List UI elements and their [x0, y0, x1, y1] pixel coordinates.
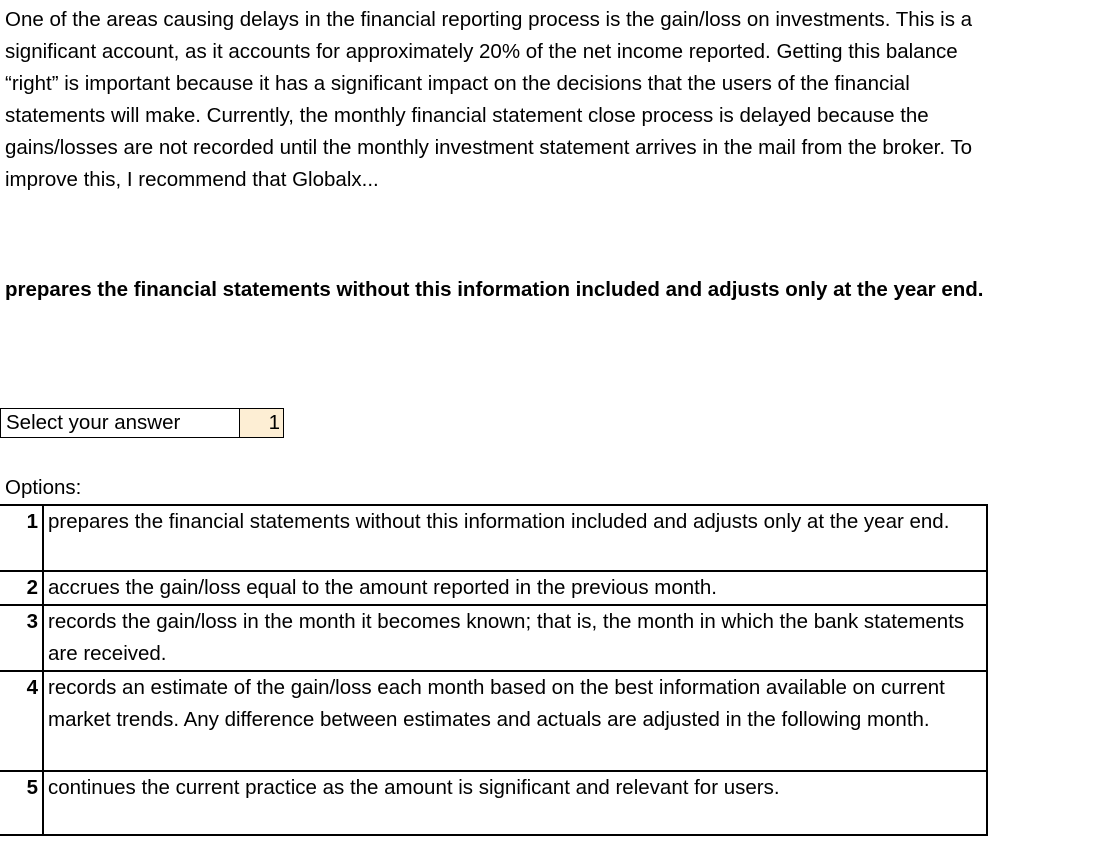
option-row — [0, 571, 987, 605]
option-number: 2 — [0, 571, 43, 605]
option-text: prepares the financial statements without this information included and adjusts only at the year end. — [43, 505, 987, 571]
option-text: accrues the gain/loss equal to the amount reported in the previous month. — [43, 571, 987, 605]
option-text: records an estimate of the gain/loss each month based on the best information available on current market trends. Any difference between estimates and actuals are adjusted in the following month. — [43, 671, 987, 771]
option-number: 4 — [0, 671, 43, 771]
option-row — [0, 671, 987, 771]
option-number: 3 — [0, 605, 43, 671]
scenario-paragraph: One of the areas causing delays in the financial reporting process is the gain/loss on investments. This is a significant account, as it accounts for approximately 20% of the net income reported. Getting this balance “right” is important because it has a significant impact on the decisions that the users of the financial statements will make. Currently, the monthly financial statement close process is delayed because the gains/losses are not recorded until the monthly investment statement arrives in the mail from the broker. To improve this, I recommend that Globalx... — [5, 8, 973, 191]
options-label: Options: — [5, 476, 82, 499]
option-row — [0, 771, 987, 835]
option-row — [0, 605, 987, 671]
option-number: 5 — [0, 771, 43, 835]
option-text: records the gain/loss in the month it becomes known; that is, the month in which the bank statements are received. — [43, 605, 987, 671]
answer-row — [0, 408, 284, 438]
options-table — [0, 504, 988, 836]
selected-answer-text: prepares the financial statements without this information included and adjusts only at the year end. — [5, 278, 984, 301]
answer-label: Select your answer — [0, 408, 239, 438]
option-text: continues the current practice as the amount is significant and relevant for users. — [43, 771, 987, 835]
option-number: 1 — [0, 505, 43, 571]
option-row — [0, 505, 987, 571]
answer-input-cell[interactable]: 1 — [239, 408, 284, 438]
